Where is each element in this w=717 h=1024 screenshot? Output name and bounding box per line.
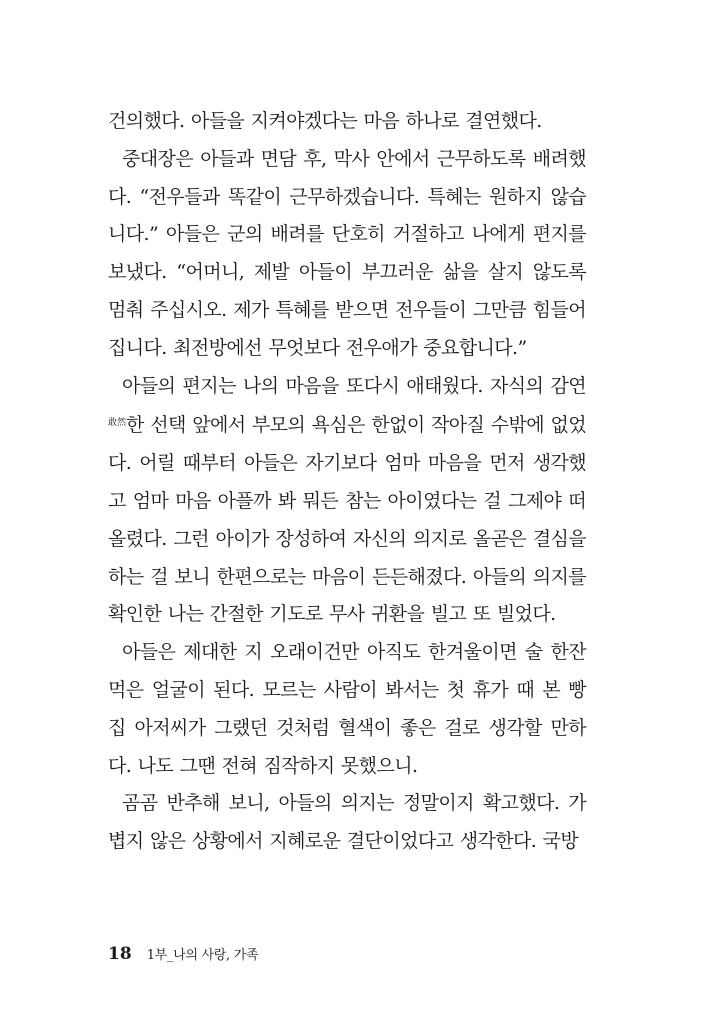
body-text: [108, 103, 586, 861]
hanja-annotation: 敢然: [108, 418, 127, 429]
paragraph-with-annotation: [108, 368, 586, 635]
paragraph: 아들은 제대한 지 오래이건만 아직도 한겨울이면 술 한잔 먹은 얼굴이 된다. 모르는 사람이 봐서는 첫 휴가 때 본 빵집 아저씨가 그랬던 것처럼 혈색이 좋은 걸로 생각할 만하다. 나도 그땐 전혀 짐작하지 못했으니.: [108, 641, 586, 777]
running-title: 1부_나의 사랑, 가족: [146, 948, 259, 963]
paragraph-text: 한 선택 앞에서 부모의 욕심은 한없이 작아질 수밖에 없었다. 어릴 때부터 아들은 자기보다 엄마 마음을 먼저 생각했고 엄마 마음 아플까 봐 뭐든 참는 아이였다는 걸 그제야 떠올렸다. 그런 아이가 장성하여 자신의 의지로 올곧은 결심을 하는 걸 보니 한편으로는 마음이 든든해졌다. 아들의 의지를 확인한 나는 간절한 기도로 무사 귀환을 빌고 또 빌었다.: [108, 414, 586, 626]
page-body: [108, 103, 586, 861]
paragraph: 중대장은 아들과 면담 후, 막사 안에서 근무하도록 배려했다. “전우들과 똑같이 근무하겠습니다. 특혜는 원하지 않습니다.” 아들은 군의 배려를 단호히 거절하고 나에게 편지를 보냈다. “어머니, 제발 아들이 부끄러운 삶을 살지 않도록 멈춰 주십시오. 제가 특혜를 받으면 전우들이 그만큼 힘들어집니다. 최전방에선 무엇보다 전우애가 중요합니다.”: [108, 147, 586, 359]
paragraph-text: 아들의 편지는 나의 마음을 또다시 애태웠다. 자식의 감연: [122, 374, 586, 397]
paragraph-continued: 건의했다. 아들을 지켜야겠다는 마음 하나로 결연했다.: [108, 110, 542, 132]
page-number: 18: [108, 944, 132, 964]
page-footer: [108, 944, 258, 964]
paragraph: 곰곰 반추해 보니, 아들의 의지는 정말이지 확고했다. 가볍지 않은 상황에서 지혜로운 결단이었다고 생각한다. 국방: [108, 792, 586, 853]
